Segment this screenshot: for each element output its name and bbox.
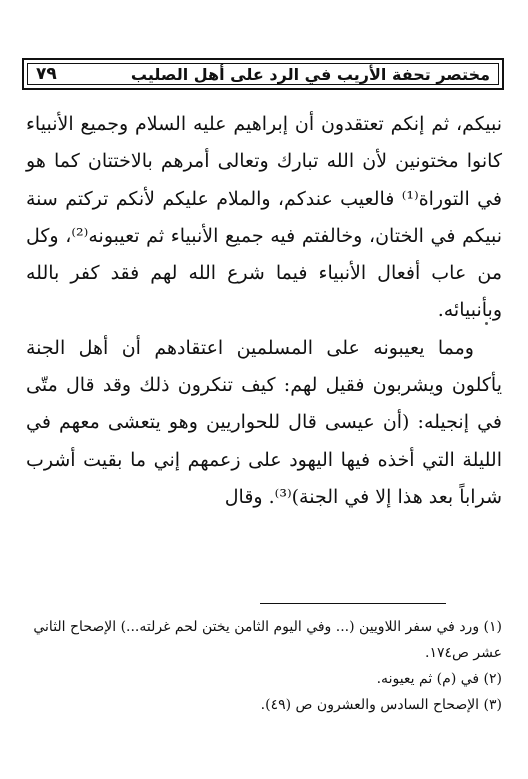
footnote-separator	[260, 603, 446, 604]
footnote-1: (١) ورد في سفر اللاويين (... وفي اليوم الثامن يختن لحم غرلته...) الإصحاح الثاني عشر ص١٧٤.	[33, 619, 502, 661]
page-number: ٧٩	[36, 64, 57, 84]
page-header-inner	[27, 63, 499, 85]
running-title: مختصر تحفة الأريب في الرد على أهل الصليب	[130, 64, 490, 84]
main-text	[26, 106, 502, 516]
footnote-2: (٢) في (م) ثم يعيونه.	[376, 671, 502, 687]
paragraph-2: ومما يعيبونه على المسلمين اعتقادهم أن أهل الجنة يأكلون ويشربون فقيل لهم: كيف تنكرون ذلك وقد قال متّى في إنجيله: (أن عيسى قال للحواريين وهو يتعشى معهم في الليلة التي أخذه فيها اليهود على زعمهم إني ما بقيت أشرب شراباً بعد هذا إلا في الجنة)⁽³⁾. وقال	[26, 336, 502, 508]
footnote-3: (٣) الإصحاح السادس والعشرون ص (٤٩).	[260, 697, 502, 713]
paragraph-1: نبيكم، ثم إنكم تعتقدون أن إبراهيم عليه السلام وجميع الأنبياء كانوا مختونين لأن الله تبارك وتعالى أمرهم بالاختتان كما هو في التوراة⁽¹⁾ فالعيب عندكم، والملام عليكم لأنكم تركتم سنة نبيكم في الختان، وخالفتم فيه جميع الأنبياء ثم تعيبونه⁽²⁾، وكل من عاب أفعال الأنبياء فيما شرع الله لهم فقد كفر بالله وبأنبيائه.	[26, 113, 503, 322]
page-header	[22, 58, 504, 90]
paper-speck	[485, 322, 488, 325]
footnotes	[26, 614, 502, 718]
